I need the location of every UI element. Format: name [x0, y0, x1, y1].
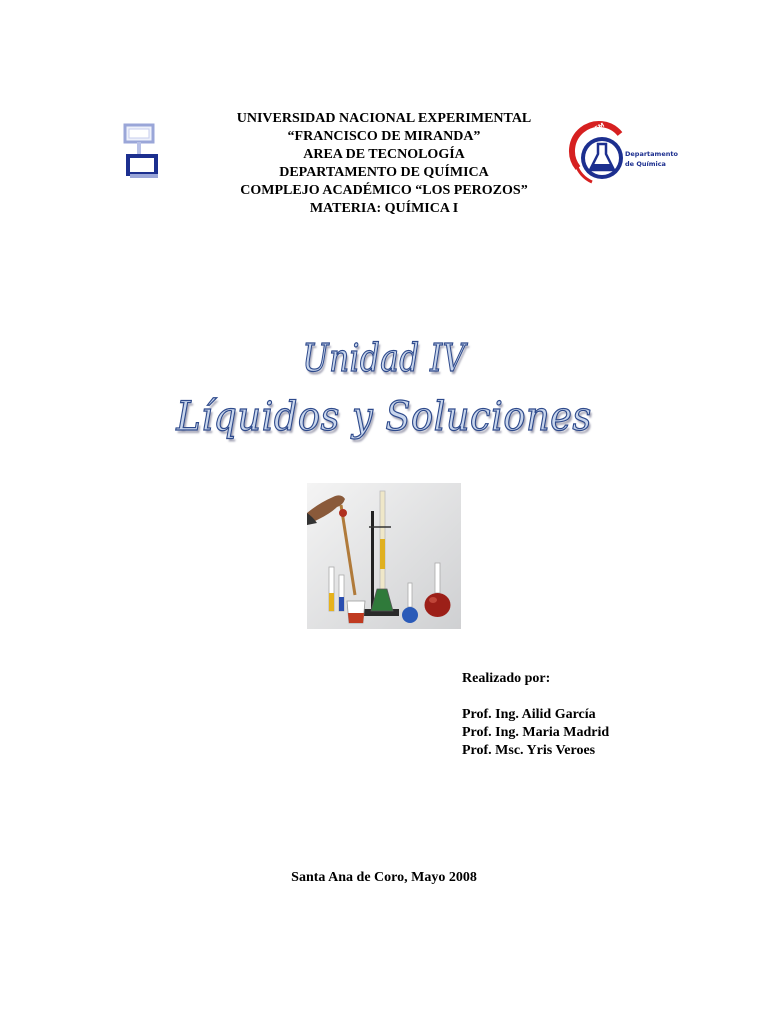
header-line-subject: MATERIA: QUÍMICA I	[309, 201, 459, 216]
author-name: Prof. Ing. Maria Madrid	[462, 725, 610, 740]
logo-side-text-1: Departamento	[625, 150, 678, 158]
header-line-university: UNIVERSIDAD NACIONAL EXPERIMENTAL	[236, 111, 532, 126]
lab-equipment-photo	[307, 483, 461, 629]
document-title: Líquidos y Soluciones	[176, 394, 592, 440]
authors-label: Realizado por:	[462, 671, 551, 686]
logo-arc-text: UNEFM	[581, 121, 606, 140]
logo-side-text-2: de Química	[625, 160, 666, 168]
header-line-complex: COMPLEJO ACADÉMICO “LOS PEROZOS”	[240, 183, 528, 198]
header-line-area: AREA DE TECNOLOGÍA	[303, 147, 465, 162]
header-line-university-name: “FRANCISCO DE MIRANDA”	[287, 129, 481, 144]
author-name: Prof. Ing. Ailid García	[462, 707, 596, 722]
place-date: Santa Ana de Coro, Mayo 2008	[291, 870, 477, 885]
unit-title: Unidad IV	[302, 336, 466, 380]
header-line-department: DEPARTAMENTO DE QUÍMICA	[279, 165, 489, 180]
author-name: Prof. Msc. Yris Veroes	[462, 743, 596, 758]
authors-block	[462, 670, 609, 760]
chemistry-department-logo-icon	[572, 121, 678, 186]
